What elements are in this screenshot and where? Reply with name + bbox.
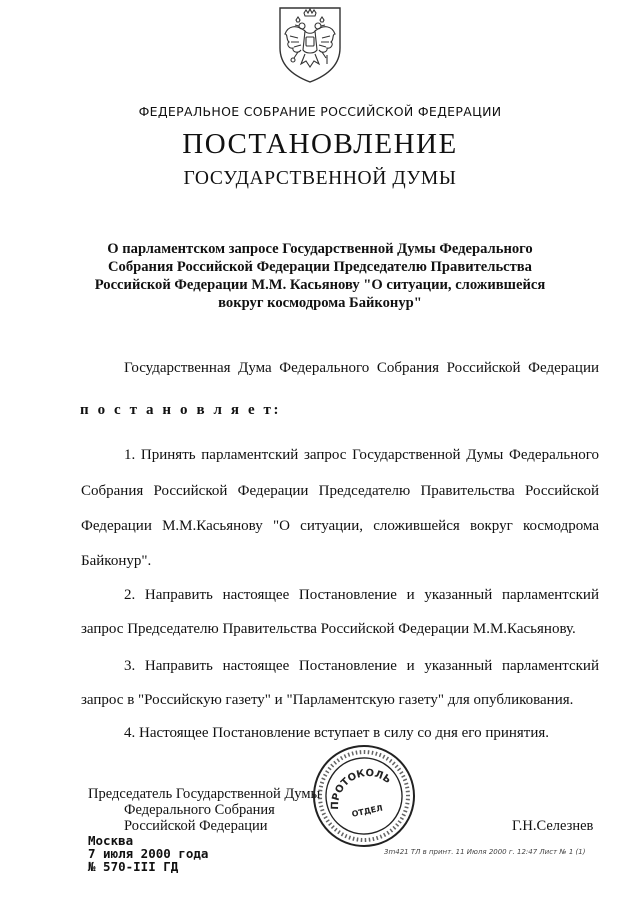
- signatory-title-line: Федерального Собрания: [124, 802, 275, 818]
- document-subject: [90, 240, 550, 312]
- signatory-title-line: Председатель Государственной Думы: [88, 786, 321, 802]
- body-line: Федерации М.М.Касьянову "О ситуации, сложившейся вокруг космодрома: [81, 518, 599, 534]
- body-line: Байконур".: [81, 553, 152, 569]
- body-line: запрос в "Российскую газету" и "Парламентскую газету" для опубликования.: [81, 692, 574, 708]
- subject-line: О парламентском запросе Государственной Думы Федерального: [107, 241, 533, 257]
- print-metadata: 3m421 ТЛ в принт. 11 Июля 2000 г. 12:47 Лист № 1 (1): [384, 848, 586, 856]
- body-line: Собрания Российской Федерации Председателю Правительства Российской: [81, 483, 599, 499]
- body-line: 3. Направить настоящее Постановление и указанный парламентский: [124, 658, 599, 674]
- document-number: № 570-III ГД: [88, 859, 179, 874]
- decrees-heading: п о с т а н о в л я е т:: [80, 402, 282, 418]
- body-line: 2. Направить настоящее Постановление и указанный парламентский: [124, 587, 599, 603]
- issue-date: 7 июля 2000 года: [88, 846, 209, 861]
- subject-line: вокруг космодрома Байконур": [218, 295, 422, 311]
- body-line: 4. Настоящее Постановление вступает в силу со дня его принятия.: [124, 725, 550, 741]
- body-line: запрос Председателю Правительства Российской Федерации М.М.Касьянову.: [81, 621, 576, 637]
- document-type: ПОСТАНОВЛЕНИЕ: [182, 128, 458, 160]
- intro-paragraph: Государственная Дума Федерального Собрания Российской Федерации: [124, 360, 599, 376]
- russian-coat-of-arms-icon: [274, 4, 346, 84]
- stamp-arc-text: ПРОТОКОЛЬНЫЙ: [329, 767, 393, 810]
- subject-line: Собрания Российской Федерации Председателю Правительства: [108, 259, 532, 275]
- protocol-department-stamp: [310, 742, 418, 850]
- stamp-center-text: ОТДЕЛ: [350, 803, 384, 819]
- signatory-title-line: Российской Федерации: [124, 818, 268, 834]
- subject-line: Российской Федерации М.М. Касьянову "О ситуации, сложившейся: [94, 277, 546, 293]
- body-line: 1. Принять парламентский запрос Государственной Думы Федерального: [124, 447, 599, 463]
- issue-city: Москва: [88, 833, 134, 848]
- document-issuer: ГОСУДАРСТВЕННОЙ ДУМЫ: [183, 168, 457, 189]
- assembly-name: ФЕДЕРАЛЬНОЕ СОБРАНИЕ РОССИЙСКОЙ ФЕДЕРАЦИИ: [138, 104, 502, 119]
- signatory-name: Г.Н.Селезнев: [512, 818, 594, 834]
